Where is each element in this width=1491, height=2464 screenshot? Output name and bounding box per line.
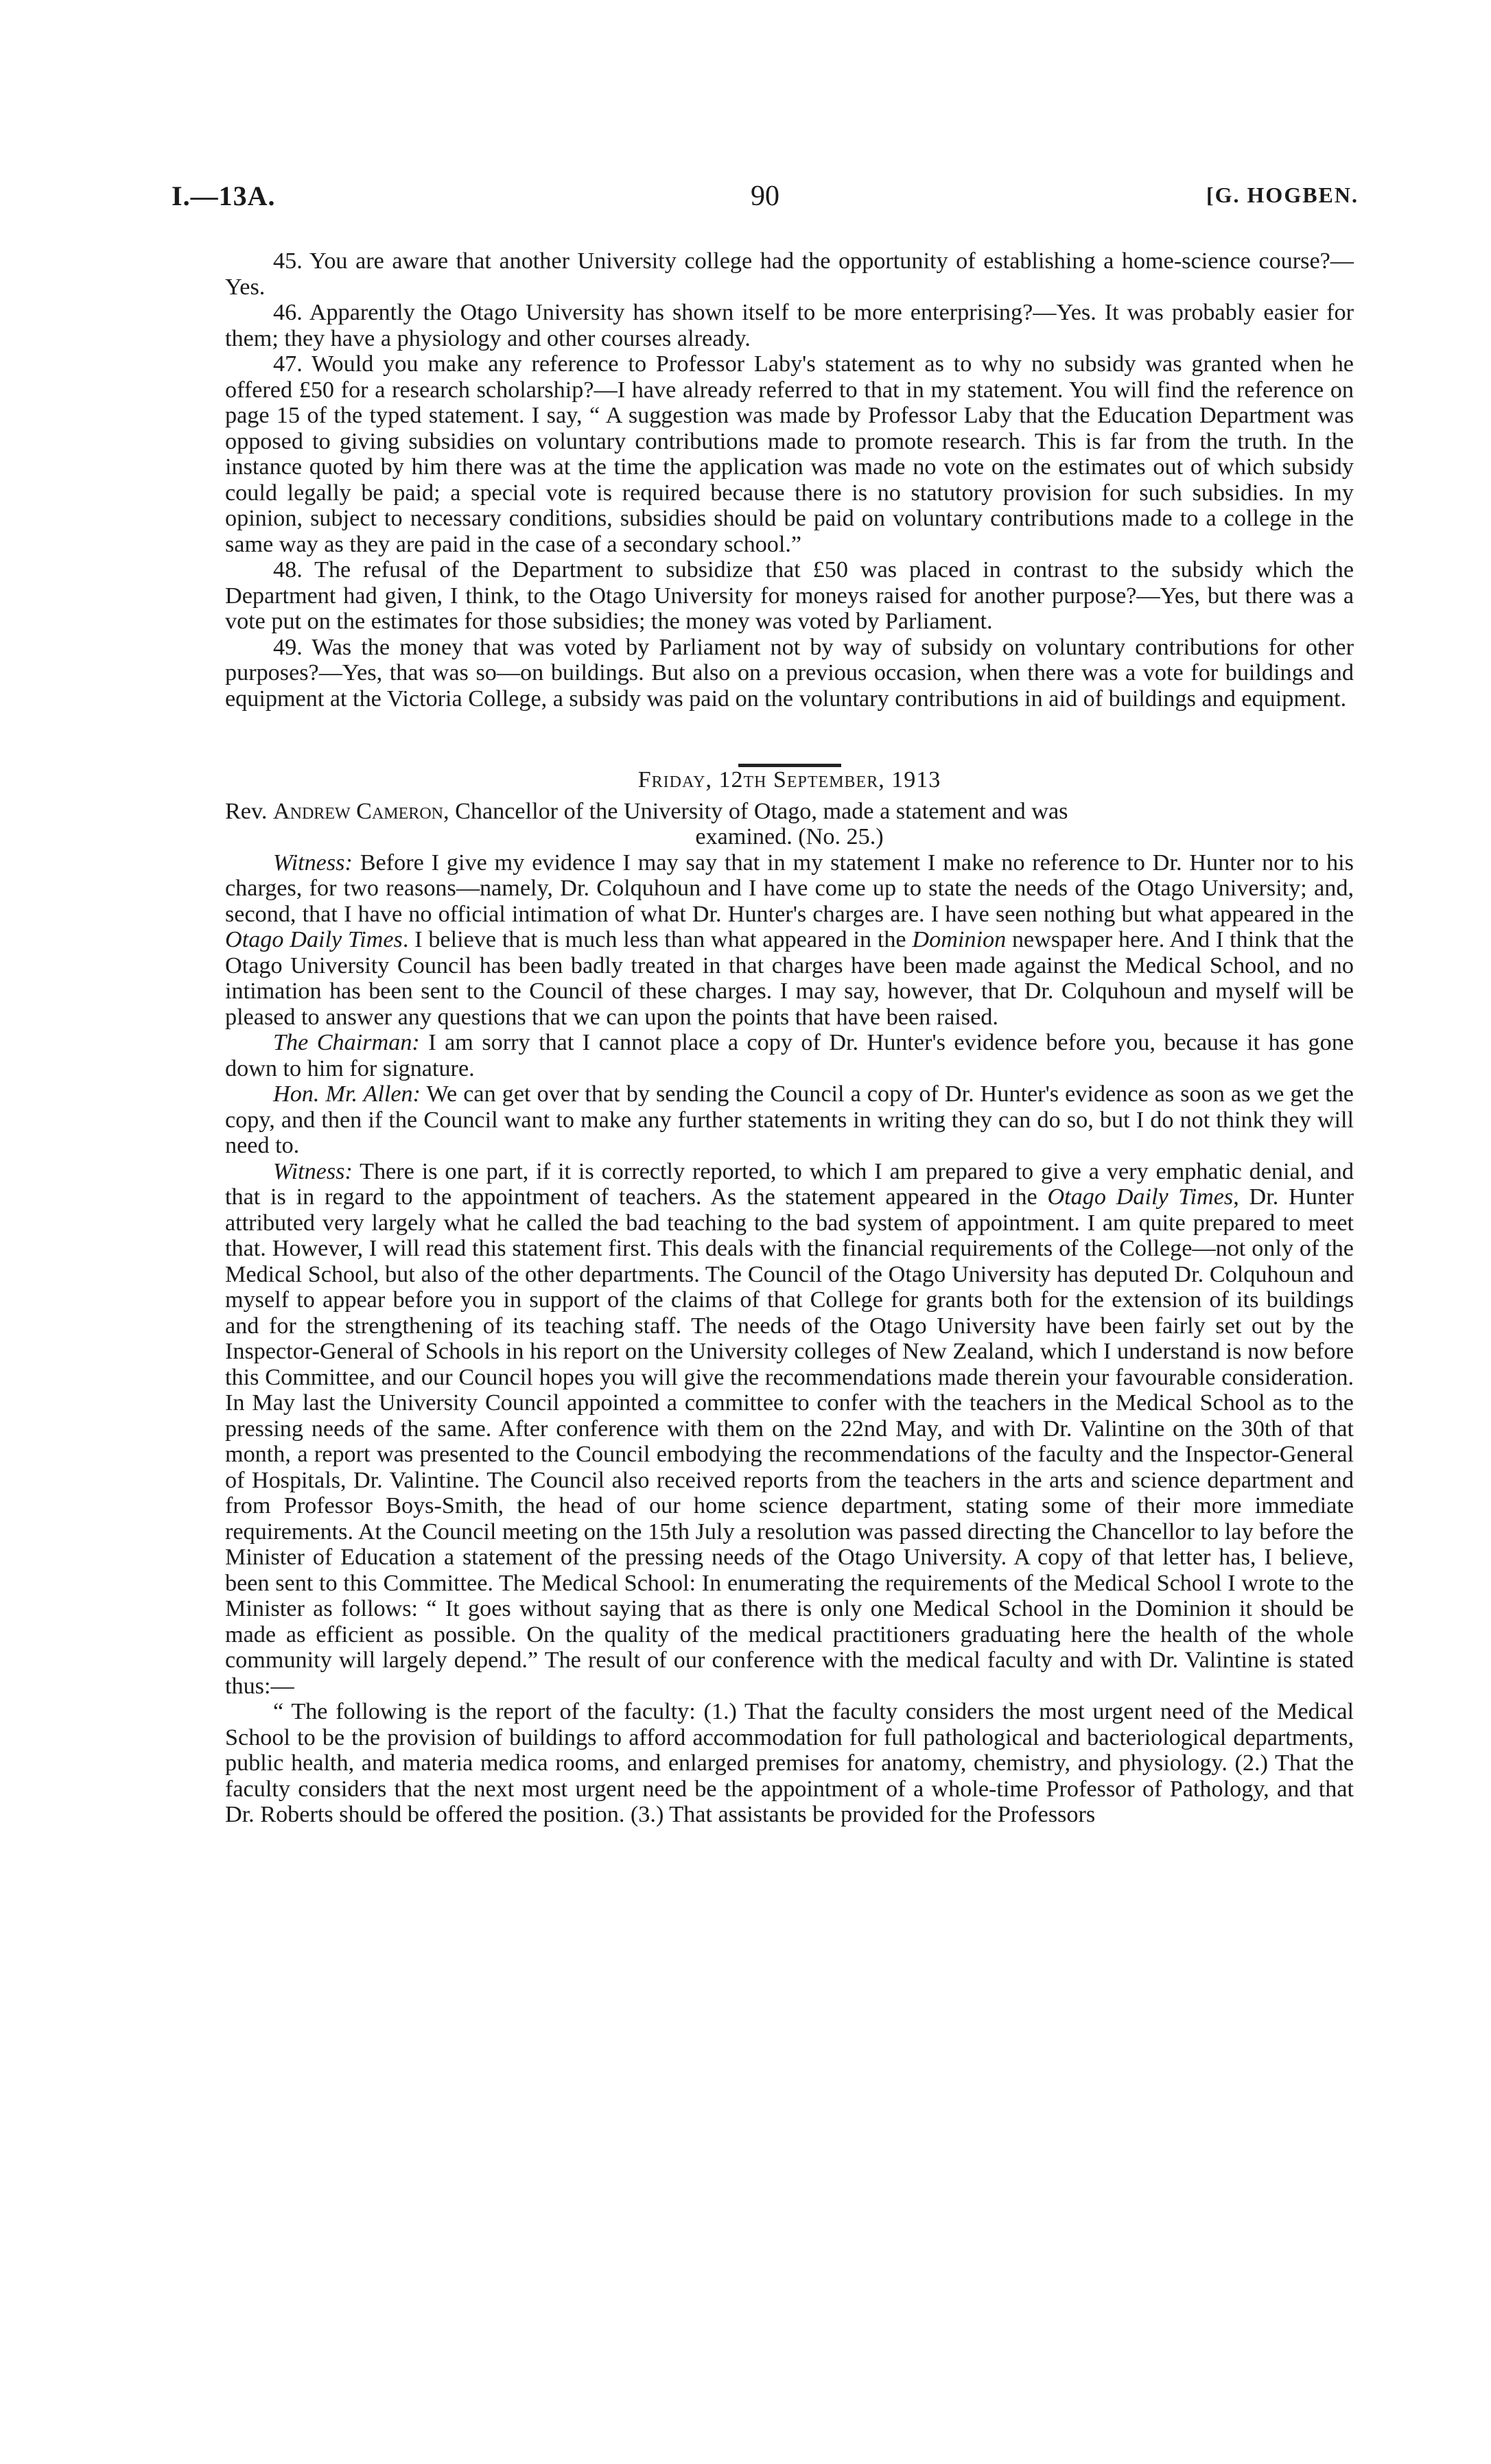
page-header — [172, 180, 1359, 221]
newspaper-title: Dominion — [912, 927, 1007, 952]
speaker-label: Hon. Mr. Allen: — [273, 1081, 421, 1107]
question-46: 46. Apparently the Otago University has shown itself to be more enterprising?—Yes. It was probably easier for them; they have a physiology and other courses already. — [225, 300, 1354, 351]
witness-role: , Chancellor of the University of Otago, made a statement and was — [443, 798, 1068, 824]
report-reference: I.—13A. — [172, 180, 276, 211]
page-number: 90 — [751, 180, 779, 212]
statement-text: , Dr. Hunter attributed very largely what he called the bad teaching to the bad system of appointment. I am quite prepared to meet that. However, I will read this statement first. This deals with the financial requirements of the College—not only of the Medical School, but also of the other departments. The Council of the Otago University has deputed Dr. Colquhoun and myself to appear before you in support of the claims of that College for grants both for the extension of its buildings and for the strengthening of its teaching staff. The needs of the Otago University have been fairly set out by the Inspector-General of Schools in his report on the University colleges of New Zealand, which I understand is now before this Committee, and our Council hopes you will give the recommendations made therein your favourable consideration. In May last the University Council appointed a committee to confer with the teachers in the Medical School as to the pressing needs of the same. After conference with them on the 22nd May, and with Dr. Valintine on the 30th of that month, a report was presented to the Council embodying the recommendations of the faculty and the Inspector-General of Hospitals, Dr. Valintine. The Council also received reports from the teachers in the arts and science department and from Professor Boys-Smith, the head of our home science department, stating some of their more immediate requirements. At the Council meeting on the 15th July a resolution was passed directing the Chancellor to lay before the Minister of Education a statement of the pressing needs of the Otago University. A copy of that letter has, I believe, been sent to this Committee. The Medical School: In enumerating the requirements of the Medical School I wrote to the Minister as follows: “ It goes without saying that as there is only one Medical School in the Dominion it should be made as efficient as possible. On the quality of the medical practitioners graduating here the health of the whole community will largely depend.” The result of our conference with the medical faculty and with Dr. Valintine is stated thus:— — [225, 1184, 1354, 1699]
statement-text: newspaper here. And I think that the Otago University Council has been badly treated in that charges have been made against the Medical School, and no intimation has been sent to the Council of these charges. I may say, however, that Dr. Colquhoun and myself will be pleased to answer any questions that we can upon the points that have been raised. — [225, 927, 1354, 1030]
witness-name: Andrew Cameron — [272, 798, 443, 824]
question-45: 45. You are aware that another University college had the opportunity of establishing a home-science course?—Yes. — [225, 248, 1354, 300]
witness-exhibit: examined. (No. 25.) — [695, 824, 884, 849]
newspaper-title: Otago Daily Times — [1047, 1184, 1234, 1210]
speaker-label: The Chairman: — [273, 1030, 420, 1055]
chairman-statement — [225, 1030, 1354, 1081]
question-47: 47. Would you make any reference to Professor Laby's statement as to why no subsidy was granted when he offered £50 for a research scholarship?—I have already referred to that in my statement. You will find the reference on page 15 of the typed statement. I say, “ A suggestion was made by Professor Laby that the Education Department was opposed to giving subsidies on voluntary contributions made to promote research. This is far from the truth. In the instance quoted by him there was at the time the application was made no vote on the estimates out of which subsidy could legally be paid; a special vote is required because there is no statutory provision for such subsidies. In my opinion, subject to necessary conditions, subsidies should be paid on voluntary contributions made to a college in the same way as they are paid in the case of a secondary school.” — [225, 351, 1354, 557]
speaker-label: Witness: — [273, 1158, 353, 1184]
allen-statement — [225, 1081, 1354, 1159]
date-heading — [225, 767, 1354, 793]
statement-text: There is one part, if it is correctly reported, to which I am prepared to give a very emphatic denial, and that is in regard to the appointment of teachers. As the statement appeared in the — [225, 1158, 1354, 1210]
statement-text: . I believe that is much less than what appeared in the — [402, 927, 913, 952]
statement-text: Before I give my evidence I may say that in my statement I make no reference to Dr. Hunter nor to his charges, for two reasons—namely, Dr. Colquhoun and I have come up to state the needs of the Otago University; and, second, that I have no official intimation of what Dr. Hunter's charges are. I have seen nothing but what appeared in the — [225, 849, 1354, 927]
faculty-report-quote — [225, 1699, 1354, 1828]
question-49: 49. Was the money that was voted by Parliament not by way of subsidy on voluntary contributions for other purposes?—Yes, that was so—on buildings. But also on a previous occasion, when there was a vote for buildings and equipment at the Victoria College, a subsidy was paid on the voluntary contributions in aid of buildings and equipment. — [225, 634, 1354, 712]
witness-introduction — [225, 799, 1354, 850]
page-body — [225, 248, 1354, 1828]
statement-text: I am sorry that I cannot place a copy of Dr. Hunter's evidence before you, because it has gone down to him for signature. — [225, 1030, 1354, 1081]
newspaper-title: Otago Daily Times — [225, 927, 403, 952]
question-48: 48. The refusal of the Department to subsidize that £50 was placed in contrast to the subsidy which the Department had given, I think, to the Otago University for moneys raised for another purpose?—Yes, but there was a vote put on the estimates for those subsidies; the money was voted by Parliament. — [225, 557, 1354, 634]
statement-text: “ The following is the report of the faculty: (1.) That the faculty considers the most urgent need of the Medical School to be the provision of buildings to afford accommodation for full pathological and bacteriological departments, public health, and materia medica rooms, and enlarged premises for anatomy, chemistry, and physiology. (2.) That the faculty considers that the next most urgent need be the appointment of a whole-time Professor of Pathology, and that Dr. Roberts should be offered the position. (3.) That assistants be provided for the Professors — [225, 1699, 1354, 1827]
witness-statement-1 — [225, 850, 1354, 1031]
witness-title: Rev. — [225, 798, 268, 824]
witness-statement-2 — [225, 1159, 1354, 1700]
statement-text: We can get over that by sending the Council a copy of Dr. Hunter's evidence as soon as we get the copy, and then if the Council want to make any further statements in writing they can do so, but I do not think they will need to. — [225, 1081, 1354, 1158]
speaker-label: Witness: — [273, 849, 353, 876]
date-heading-text: Friday, 12th September, 1913 — [637, 767, 941, 793]
witness-running-head: [G. HOGBEN. — [1206, 183, 1359, 207]
